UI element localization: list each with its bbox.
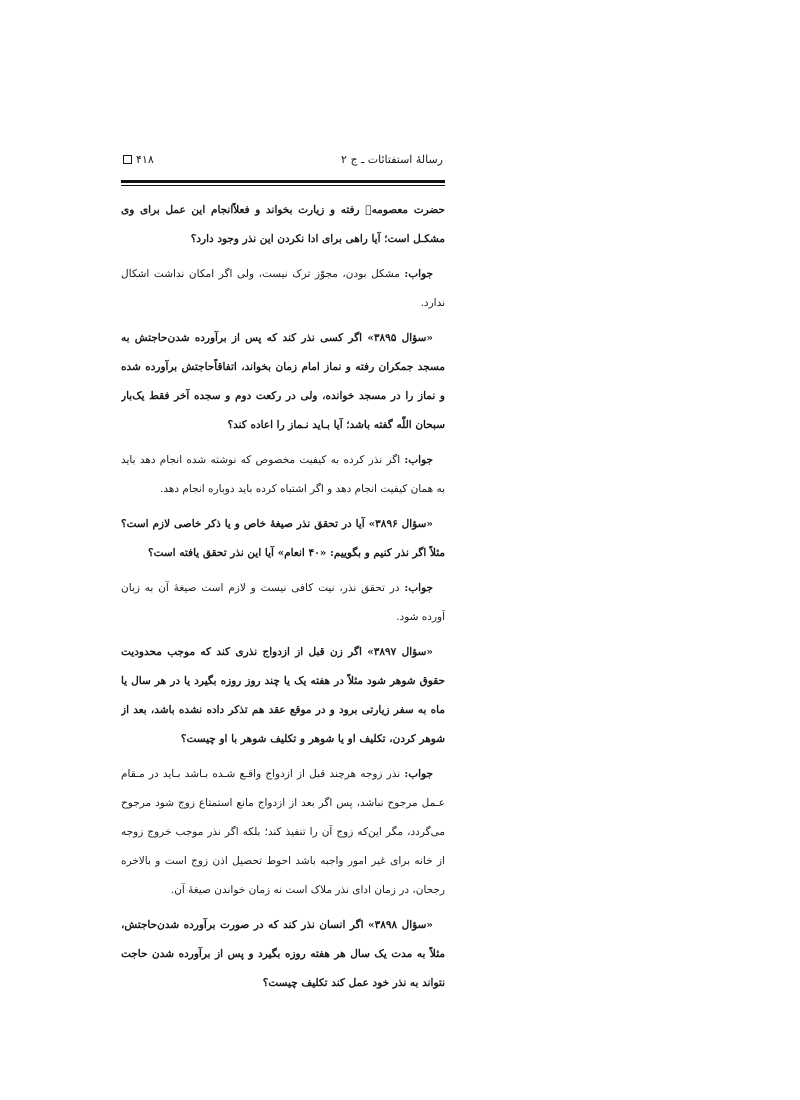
page-number: ۴۱۸ [136,152,154,166]
answer-paragraph [121,574,445,632]
square-bullet-icon [123,155,132,164]
answer-label: جواب: [404,268,433,280]
header-rule-thick [121,180,445,183]
answer-label: جواب: [404,768,433,780]
page-content [121,196,445,998]
answer-paragraph [121,760,445,905]
page-header [121,148,445,170]
answer-paragraph [121,446,445,504]
question-paragraph: حضرت معصومه﷦ رفته و زیارت بخواند و فعلاًانجام این عمل برای وی مشکـل است؛ آیا راهی برای ادا نکردن این نذر وجود دارد؟ [121,204,445,245]
running-title: رسالهٔ استفتائات ـ ج ۲ [341,152,443,166]
answer-text: در تحقق نذر، نیت کافی نیست و لازم است صیغهٔ آن به زبان آورده شود. [121,582,445,623]
question-paragraph: «سؤال ۳۸۹۷» اگر زن قبل از ازدواج نذری کند که موجب محدودیت حقوق شوهر شود مثلاً در هفته یک یا چند روز روزه بگیرد یا در هر سال یا ماه به سفر زیارتی برود و در موقع عقد هم تذکر داده نشده باشد، بعد از شوهر کردن، تکلیف او یا شوهر و تکلیف شوهر با او چیست؟ [121,646,445,745]
header-rule-thin [121,185,445,186]
document-page [121,148,445,1100]
answer-paragraph [121,260,445,318]
answer-text: اگر نذر کرده به کیفیت مخصوص که نوشته شده انجام دهد باید به همان کیفیت انجام دهد و اگر اشتباه کرده باید دوباره انجام دهد. [121,454,445,495]
question-paragraph: «سؤال ۳۸۹۵» اگر کسی نذر کند که پس از برآورده شدن‌حاجتش به مسجد جمکران رفته و نماز امام زمان بخواند، اتفاقاًحاجتش برآورده شده و نماز را در مسجد خوانده، ولی در رکعت دوم و سجده آخر فقط یک‌بار سبحان اللّٰه گفته باشد؛ آیا بـاید نـماز را اعاده کند؟ [121,332,445,431]
question-paragraph: «سؤال ۳۸۹۸» اگر انسان نذر کند که در صورت برآورده شدن‌حاجتش، مثلاً به مدت یک سال هر هفته روزه بگیرد و پس از برآورده شدن حاجت نتواند به نذر خود عمل کند تکلیف چیست؟ [121,919,445,989]
question-paragraph: «سؤال ۳۸۹۶» آیا در تحقق نذر صیغهٔ خاص و یا ذکر خاصی لازم است؟ مثلاً اگر نذر کنیم و بگوییم: «۴۰ انعام» آیا این نذر تحقق یافته است؟ [121,518,445,559]
answer-label: جواب: [404,582,433,594]
page-number-group [123,153,154,166]
answer-text: مشکل بودن، مجوّز ترک نیست، ولی اگر امکان نداشت اشکال ندارد. [121,268,445,309]
answer-label: جواب: [404,454,433,466]
answer-text: نذر زوجه هرچند قبل از ازدواج واقـع شـده بـاشد بـاید در مـقام عـمل مرجوح نباشد، پس اگر بعد از ازدواج مانع استمتاع زوج شود مرجوح می‌گردد، مگر این‌که زوج آن را تنفیذ کند؛ بلکه اگر نذر موجب خروج زوجه از خانه برای غیر امور واجبه باشد احوط تحصیل اذن زوج است و بالاخره رجحان، در زمان ادای نذر ملاک است نه زمان خواندن صیغهٔ آن. [121,768,445,896]
